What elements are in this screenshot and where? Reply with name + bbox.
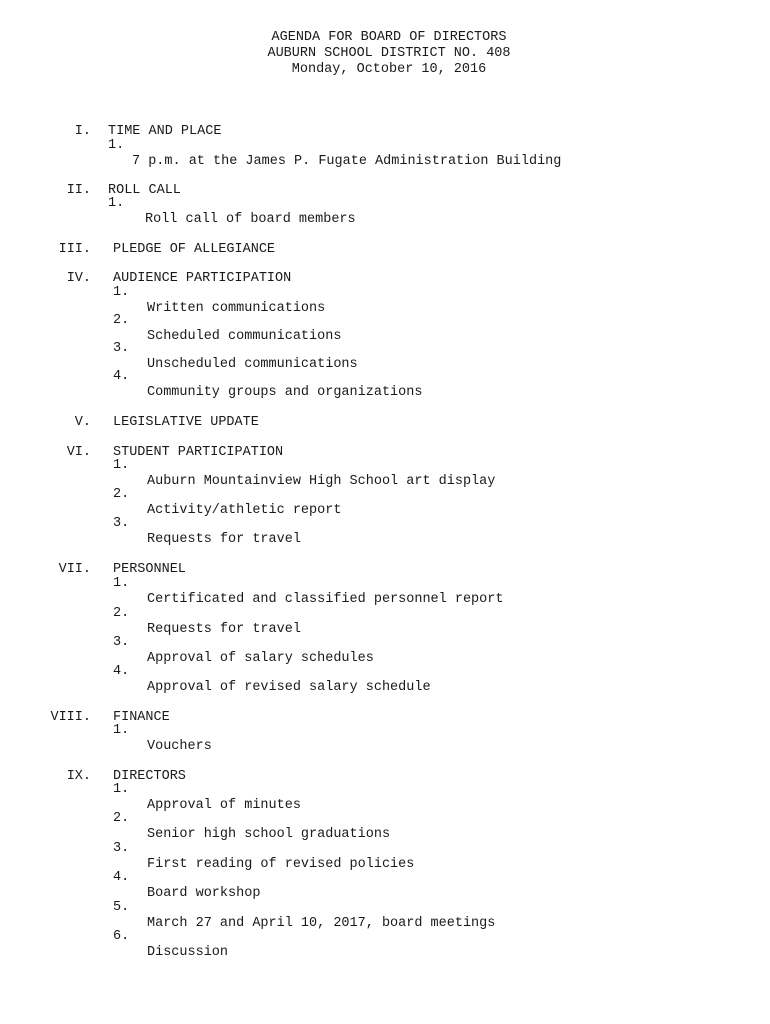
section-numeral: III.: [58, 242, 91, 257]
item-number: 1.: [108, 138, 125, 153]
item-text: Requests for travel: [147, 532, 301, 547]
item-number: 2.: [113, 487, 130, 502]
item-text: March 27 and April 10, 2017, board meetings: [147, 916, 496, 931]
item-text: 7 p.m. at the James P. Fugate Administration Building: [132, 154, 562, 169]
item-text: Approval of minutes: [147, 798, 301, 813]
section-numeral: VII.: [58, 562, 91, 577]
item-text: Certificated and classified personnel report: [147, 592, 504, 607]
section-numeral: II.: [66, 183, 91, 198]
section-title: PLEDGE OF ALLEGIANCE: [113, 242, 276, 257]
item-number: 1.: [113, 458, 130, 473]
section-title: ROLL CALL: [108, 183, 181, 198]
section-numeral: VIII.: [50, 710, 91, 725]
section-numeral: V.: [74, 415, 91, 430]
section-title: AUDIENCE PARTICIPATION: [113, 271, 292, 286]
section-numeral: I.: [74, 124, 91, 139]
item-number: 6.: [113, 929, 130, 944]
item-text: Board workshop: [147, 886, 261, 901]
item-number: 5.: [113, 900, 130, 915]
section-title: FINANCE: [113, 710, 170, 725]
section-title: DIRECTORS: [113, 769, 186, 784]
item-text: Unscheduled communications: [147, 357, 358, 372]
list-item: [113, 913, 229, 977]
item-number: 1.: [113, 723, 130, 738]
item-number: 1.: [113, 285, 130, 300]
section-roll-call: [0, 151, 181, 215]
header-district: AUBURN SCHOOL DISTRICT NO. 408: [267, 46, 511, 61]
header-title: AGENDA FOR BOARD OF DIRECTORS: [271, 30, 507, 45]
item-number: 3.: [113, 635, 130, 650]
list-item: [113, 707, 212, 771]
section-title: PERSONNEL: [113, 562, 186, 577]
item-number: 4.: [113, 664, 130, 679]
item-number: 1.: [113, 782, 130, 797]
item-number: 2.: [113, 606, 130, 621]
item-number: 1.: [113, 576, 130, 591]
section-time-and-place: [0, 92, 222, 156]
item-text: Vouchers: [147, 739, 212, 754]
header-date: Monday, October 10, 2016: [291, 62, 487, 77]
section-title: LEGISLATIVE UPDATE: [113, 415, 259, 430]
section-numeral: IV.: [66, 271, 91, 286]
item-number: 3.: [113, 341, 130, 356]
list-item: [108, 180, 356, 244]
item-number: 1.: [108, 196, 125, 211]
item-text: Senior high school graduations: [147, 827, 391, 842]
item-number: 4.: [113, 369, 130, 384]
item-text: Written communications: [147, 301, 326, 316]
item-number: 3.: [113, 516, 130, 531]
item-text: Auburn Mountainview High School art display: [147, 474, 496, 489]
section-title: TIME AND PLACE: [108, 124, 222, 139]
item-text: Scheduled communications: [147, 329, 342, 344]
section-title: STUDENT PARTICIPATION: [113, 445, 284, 460]
item-number: 4.: [113, 870, 130, 885]
item-text: Community groups and organizations: [147, 385, 423, 400]
item-text: Discussion: [147, 945, 229, 960]
item-number: 3.: [113, 841, 130, 856]
item-text: Approval of revised salary schedule: [147, 680, 431, 695]
item-text: First reading of revised policies: [147, 857, 415, 872]
section-numeral: VI.: [66, 445, 91, 460]
item-text: Requests for travel: [147, 622, 301, 637]
item-text: Activity/athletic report: [147, 503, 342, 518]
section-numeral: IX.: [66, 769, 91, 784]
item-text: Approval of salary schedules: [147, 651, 374, 666]
item-number: 2.: [113, 811, 130, 826]
section-finance: [0, 678, 170, 742]
section-personnel: [0, 530, 186, 594]
agenda-header: [0, 30, 770, 78]
item-number: 2.: [113, 313, 130, 328]
item-text: Roll call of board members: [145, 212, 356, 227]
